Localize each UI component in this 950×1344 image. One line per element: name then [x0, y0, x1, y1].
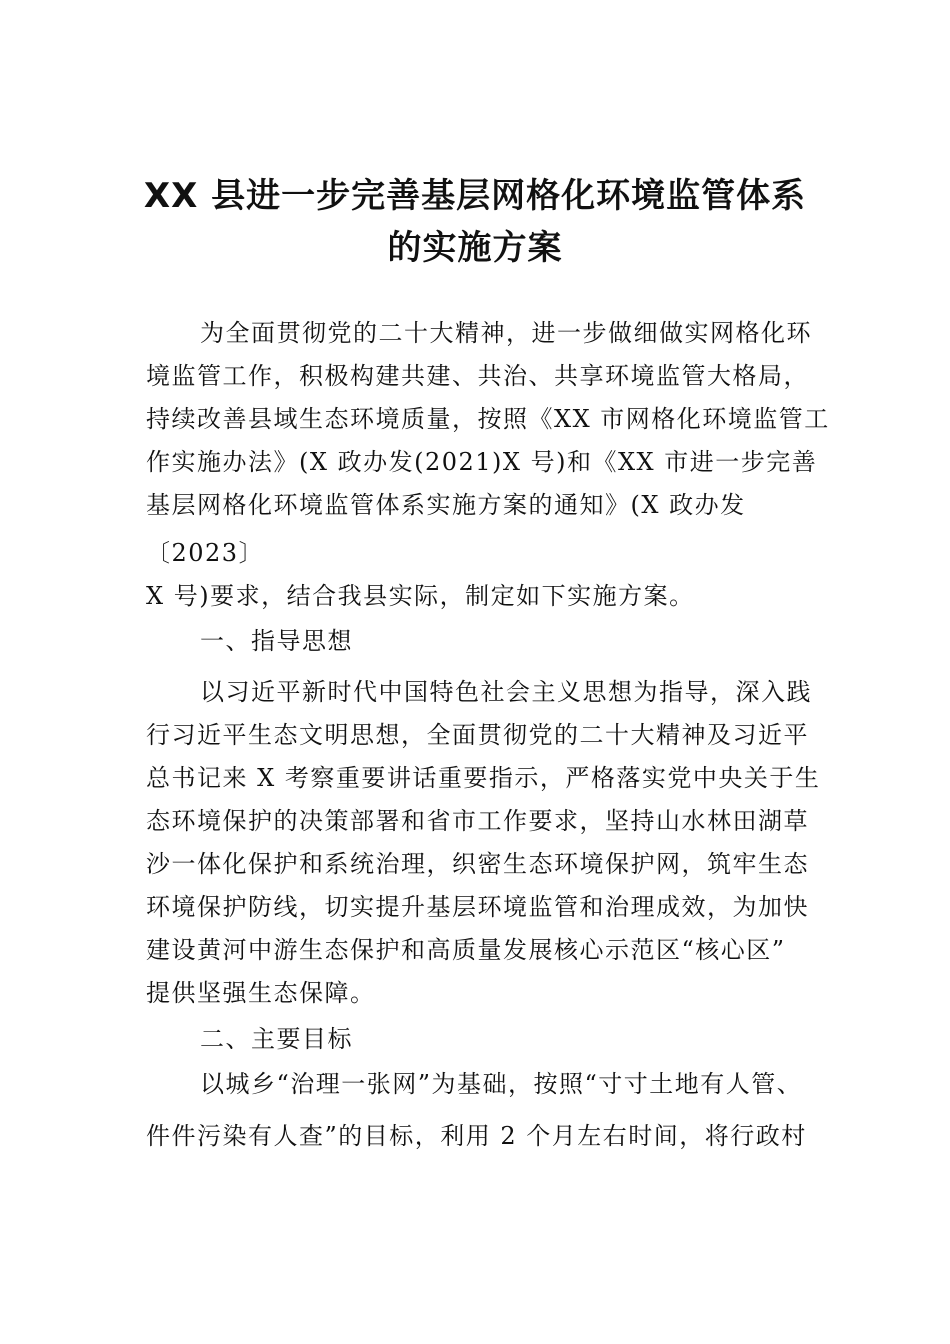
paragraph-line: X 号)要求，结合我县实际，制定如下实施方案。 — [146, 582, 695, 610]
paragraph-line: 基层网格化环境监管体系实施方案的通知》(X 政办发 — [146, 491, 746, 519]
paragraph-line: 总书记来 X 考察重要讲话重要指示，严格落实党中央关于生 — [146, 764, 821, 792]
section-heading-1: 一、指导思想 — [200, 627, 353, 655]
paragraph-line: 建设黄河中游生态保护和高质量发展核心示范区“核心区” — [146, 936, 786, 964]
paragraph-line: 以城乡“治理一张网”为基础，按照“寸寸土地有人管、 — [200, 1070, 803, 1098]
paragraph-line: 态环境保护的决策部署和省市工作要求，坚持山水林田湖草 — [146, 807, 809, 835]
paragraph-line: 件件污染有人查”的目标，利用 2 个月左右时间，将行政村 — [146, 1122, 807, 1150]
paragraph-line: 持续改善县域生态环境质量，按照《XX 市网格化环境监管工 — [146, 405, 830, 433]
paragraph-line: 〔2023〕 — [146, 539, 265, 567]
document-title-line-2: 的实施方案 — [387, 228, 563, 268]
paragraph-line: 作实施办法》(X 政办发(2021)X 号)和《XX 市进一步完善 — [146, 448, 818, 476]
section-heading-2: 二、主要目标 — [200, 1025, 353, 1053]
paragraph-line: 行习近平生态文明思想，全面贯彻党的二十大精神及习近平 — [146, 721, 809, 749]
paragraph-line: 境监管工作，积极构建共建、共治、共享环境监管大格局， — [146, 362, 809, 390]
paragraph-line: 以习近平新时代中国特色社会主义思想为指导，深入践 — [200, 678, 812, 706]
paragraph-line: 提供坚强生态保障。 — [146, 979, 376, 1007]
paragraph-line: 环境保护防线，切实提升基层环境监管和治理成效，为加快 — [146, 893, 809, 921]
paragraph-line: 为全面贯彻党的二十大精神，进一步做细做实网格化环 — [200, 319, 812, 347]
paragraph-line: 沙一体化保护和系统治理，织密生态环境保护网，筑牢生态 — [146, 850, 809, 878]
document-title-line-1: XX 县进一步完善基层网格化环境监管体系 — [143, 176, 807, 216]
